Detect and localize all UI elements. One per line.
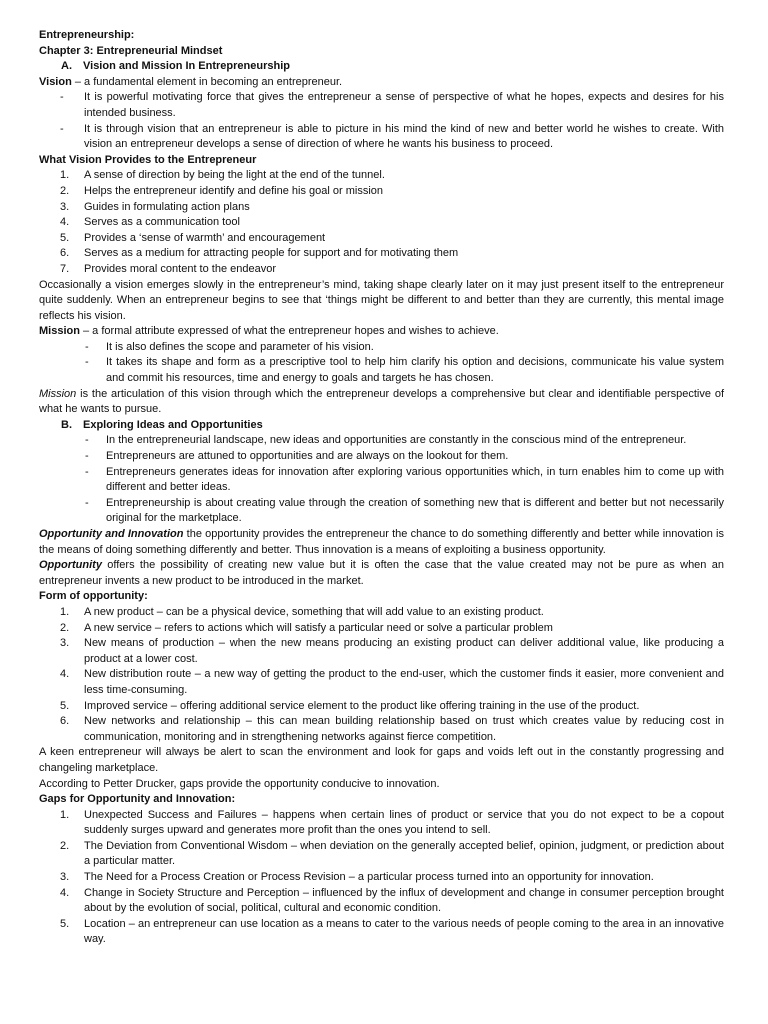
list-item	[39, 699, 724, 715]
list-item	[39, 355, 724, 386]
list-item-text: New means of production – when the new means producing an existing product can deliver additional value, like producing a product at a lower cost.	[84, 637, 724, 665]
list-item	[39, 605, 724, 621]
opportunity-innovation-paragraph	[39, 527, 724, 558]
list-item-text: Serves as a communication tool	[84, 216, 240, 229]
list-item	[39, 231, 724, 247]
forms-heading: Form of opportunity:	[39, 590, 148, 603]
list-item-text: Provides a ‘sense of warmth’ and encouragement	[84, 231, 326, 244]
dash-marker: -	[85, 340, 89, 353]
list-number: 1.	[60, 808, 70, 821]
section-b-title: Exploring Ideas and Opportunities	[83, 418, 263, 431]
vision-bullet-list	[39, 90, 724, 152]
dash-marker: -	[85, 450, 89, 463]
list-item-text: A new product – can be a physical device, something that will add value to an existing product.	[84, 605, 544, 618]
list-number: 5.	[60, 699, 70, 712]
list-item-text: Change in Society Structure and Perception – influenced by the influx of development and change in consumer perception brought about by the evolution of social, political, cultural and economic condition.	[84, 886, 724, 915]
mission-para-term: Mission	[39, 387, 77, 400]
list-item	[39, 917, 724, 948]
dash-marker: -	[85, 496, 89, 509]
list-item	[39, 340, 724, 356]
mission-term: Mission	[39, 325, 80, 338]
vision-provides-heading: What Vision Provides to the Entrepreneur	[39, 153, 257, 166]
list-item	[39, 886, 724, 917]
list-item-text: Location – an entrepreneur can use location as a means to cater to the various needs of people coming to the area in an innovative way.	[84, 917, 724, 946]
section-b-heading	[39, 418, 724, 434]
list-number: 1.	[60, 605, 70, 618]
mission-paragraph	[39, 387, 724, 418]
list-item	[39, 667, 724, 698]
list-item	[39, 184, 724, 200]
list-item	[39, 808, 724, 839]
list-item	[39, 215, 724, 231]
opportunity-paragraph	[39, 558, 724, 589]
dash-marker: -	[85, 465, 89, 478]
vision-provides-list	[39, 168, 724, 277]
chapter-heading: Chapter 3: Entrepreneurial Mindset	[39, 44, 223, 57]
list-number: 4.	[60, 216, 70, 229]
opp-term: Opportunity	[39, 559, 102, 572]
list-number: 3.	[60, 871, 70, 884]
document-title: Entrepreneurship:	[39, 29, 135, 41]
mission-def-text: – a formal attribute expressed of what the entrepreneur hopes and wishes to achieve.	[79, 325, 499, 338]
list-number: 3.	[60, 637, 70, 650]
list-item-text: Unexpected Success and Failures – happens when certain lines of product or service that you do not expect to be a copout suddenly surges upward and generates more profit than the ones you intend to sell.	[84, 808, 724, 837]
list-number: 4.	[60, 668, 70, 681]
section-a-mark: A.	[61, 60, 72, 73]
list-item	[39, 262, 724, 278]
list-item-text: Entrepreneurship is about creating value through the creation of something new that is different and better but not necessarily original for the marketplace.	[106, 496, 724, 525]
section-a-title: Vision and Mission In Entrepreneurship	[83, 60, 290, 73]
mission-bullet-list	[39, 340, 724, 387]
list-number: 2.	[60, 839, 70, 852]
list-item-text: It takes its shape and form as a prescriptive tool to help him clarify his option and decisions, communicate his value system and commit his resources, time and energy to goals and targets he has chosen.	[106, 356, 724, 385]
forms-list	[39, 605, 724, 745]
list-number: 3.	[60, 200, 70, 213]
opp-innov-term: Opportunity and Innovation	[39, 528, 184, 540]
list-item-text: The Need for a Process Creation or Process Revision – a particular process turned into an opportunity for innovation.	[84, 871, 654, 884]
list-item-text: New networks and relationship – this can mean building relationship based on trust which creates value by reducing cost in communication, monitoring and in strengthening networks against fierce competition.	[84, 715, 724, 743]
mission-definition	[39, 324, 724, 340]
list-item-text: A sense of direction by being the light at the end of the tunnel.	[84, 169, 385, 182]
dash-marker: -	[60, 122, 64, 135]
list-number: 1.	[60, 169, 70, 182]
list-number: 5.	[60, 231, 70, 244]
list-item	[39, 839, 724, 870]
list-number: 5.	[60, 917, 70, 930]
vision-term: Vision	[39, 75, 72, 88]
list-item-text: The Deviation from Conventional Wisdom – when deviation on the generally accepted belief, opinion, judgment, or prediction about a particular matter.	[84, 839, 724, 868]
list-number: 2.	[60, 184, 70, 197]
vision-def-text: – a fundamental element in becoming an entrepreneur.	[71, 75, 343, 88]
list-item-text: It is also defines the scope and parameter of his vision.	[106, 340, 374, 353]
list-item-text: Serves as a medium for attracting people for support and for motivating them	[84, 247, 459, 260]
list-item-text: Entrepreneurs are attuned to opportunities and are always on the lookout for them.	[106, 450, 509, 463]
drucker-paragraph: According to Petter Drucker, gaps provide the opportunity conducive to innovation.	[39, 777, 440, 790]
ideas-bullet-list	[39, 433, 724, 527]
dash-marker: -	[60, 91, 64, 104]
list-item	[39, 246, 724, 262]
list-item	[39, 168, 724, 184]
list-item-text: Helps the entrepreneur identify and define his goal or mission	[84, 184, 384, 197]
list-number: 6.	[60, 247, 70, 260]
list-item	[39, 122, 724, 153]
list-number: 7.	[60, 262, 70, 275]
list-item-text: New distribution route – a new way of getting the product to the end-user, which the customer finds it easier, more convenient and less time-consuming.	[84, 668, 724, 696]
list-item	[39, 636, 724, 667]
list-item-text: Entrepreneurs generates ideas for innovation after exploring various opportunities which, in turn enables him to come up with different and better ideas.	[106, 465, 724, 494]
keen-entrepreneur-paragraph: A keen entrepreneur will always be alert to scan the environment and look for gaps and voids left out in the constantly progressing and changeling marketplace.	[39, 746, 724, 774]
opp-text: offers the possibility of creating new value but it is often the case that the value created may not be pure as when an entrepreneur invents a new product to be introduced in the market.	[39, 559, 724, 587]
list-item-text: It is through vision that an entrepreneur is able to picture in his mind the kind of new and better world he wishes to create. With vision an entrepreneur develops a sense of direction of where he wants his business to proceed.	[84, 122, 724, 151]
list-item-text: Guides in formulating action plans	[84, 200, 250, 213]
list-item	[39, 870, 724, 886]
mission-para-text: is the articulation of this vision through which the entrepreneur develops a comprehensive but clear and identifiable perspective of what he wants to pursue.	[39, 387, 724, 416]
list-item	[39, 465, 724, 496]
list-item	[39, 90, 724, 121]
list-item-text: A new service – refers to actions which will satisfy a particular need or solve a particular problem	[84, 621, 553, 634]
list-item-text: Improved service – offering additional service element to the product like offering training in the use of the product.	[84, 699, 640, 712]
list-item	[39, 621, 724, 637]
vision-definition	[39, 75, 724, 91]
gaps-list	[39, 808, 724, 948]
list-number: 6.	[60, 715, 70, 728]
list-item	[39, 714, 724, 745]
dash-marker: -	[85, 356, 89, 369]
section-b-mark: B.	[61, 418, 72, 431]
opp-innov-text: the opportunity provides the entrepreneur the chance to do something differently and better while innovation is the means of doing something differently and better. Thus innovation is a means of exploiting a business opportunity.	[39, 528, 724, 556]
dash-marker: -	[85, 434, 89, 447]
list-item	[39, 496, 724, 527]
list-number: 4.	[60, 886, 70, 899]
list-item	[39, 433, 724, 449]
gaps-heading: Gaps for Opportunity and Innovation:	[39, 793, 236, 806]
section-a-heading	[39, 59, 724, 75]
list-item	[39, 449, 724, 465]
vision-paragraph: Occasionally a vision emerges slowly in the entrepreneur’s mind, taking shape clearly later on it may just present itself to the entrepreneur quite suddenly. When an entrepreneur begins to see that ‘things might be different to and better than they are currently, this mental image reflects his vision.	[39, 278, 724, 322]
list-number: 2.	[60, 621, 70, 634]
list-item-text: In the entrepreneurial landscape, new ideas and opportunities are constantly in the conscious mind of the entrepreneur.	[106, 434, 687, 447]
list-item	[39, 200, 724, 216]
list-item-text: Provides moral content to the endeavor	[84, 262, 277, 275]
list-item-text: It is powerful motivating force that gives the entrepreneur a sense of perspective of what he hopes, expects and desires for his intended business.	[84, 91, 724, 119]
